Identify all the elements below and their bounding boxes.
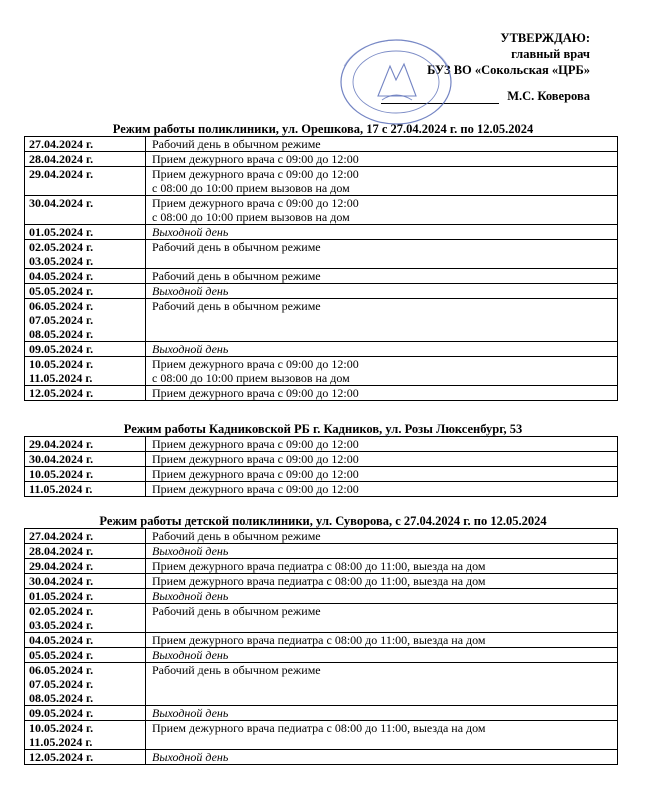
schedule-cell: [146, 633, 618, 648]
schedule-text: Выходной день: [152, 706, 229, 720]
schedule-cell: [146, 482, 618, 497]
schedule-text: Прием дежурного врача с 09:00 до 12:00: [152, 437, 359, 451]
date-value: 03.05.2024 г.: [29, 618, 94, 632]
schedule-text: Выходной день: [152, 544, 229, 558]
date-value: 29.04.2024 г.: [29, 559, 94, 573]
date-value: 28.04.2024 г.: [29, 152, 94, 166]
schedule-text: Рабочий день в обычном режиме: [152, 663, 321, 677]
date-value: 05.05.2024 г.: [29, 648, 94, 662]
date-value: 29.04.2024 г.: [29, 437, 94, 451]
schedule-cell: [146, 721, 618, 750]
schedule-text: Рабочий день в обычном режиме: [152, 299, 321, 313]
date-value: 03.05.2024 г.: [29, 254, 94, 268]
table-row: [25, 137, 618, 152]
schedule-cell: [146, 196, 618, 225]
schedule-text: Выходной день: [152, 589, 229, 603]
schedule-text: Прием дежурного врача с 09:00 до 12:00: [152, 482, 359, 496]
table-row: [25, 284, 618, 299]
approve-label: УТВЕРЖДАЮ:: [500, 31, 590, 45]
table-row: [25, 196, 618, 225]
schedule-cell: [146, 386, 618, 401]
schedule-text: Прием дежурного врача с 09:00 до 12:00: [152, 152, 359, 166]
table-row: [25, 604, 618, 633]
schedule-text: Выходной день: [152, 284, 229, 298]
schedule-text: Выходной день: [152, 750, 229, 764]
date-cell: [25, 342, 146, 357]
schedule-cell: [146, 559, 618, 574]
date-cell: [25, 269, 146, 284]
date-cell: [25, 152, 146, 167]
date-value: 30.04.2024 г.: [29, 452, 94, 466]
date-value: 30.04.2024 г.: [29, 574, 94, 588]
date-cell: [25, 559, 146, 574]
schedule-text: Выходной день: [152, 342, 229, 356]
date-cell: [25, 633, 146, 648]
schedule-cell: [146, 663, 618, 706]
table-row: [25, 452, 618, 467]
section-title-polyclinic: Режим работы поликлиники, ул. Орешкова, 17 с 27.04.2024 г. по 12.05.2024: [112, 122, 534, 136]
schedule-cell: [146, 574, 618, 589]
table-row: [25, 559, 618, 574]
schedule-text: Рабочий день в обычном режиме: [152, 269, 321, 283]
schedule-cell: [146, 284, 618, 299]
date-value: 04.05.2024 г.: [29, 269, 94, 283]
date-value: 07.05.2024 г.: [29, 313, 94, 327]
table-row: [25, 589, 618, 604]
schedule-cell: [146, 648, 618, 663]
schedule-cell: [146, 342, 618, 357]
date-value: 07.05.2024 г.: [29, 677, 94, 691]
schedule-table-kadnikov: [24, 436, 618, 497]
schedule-cell: [146, 604, 618, 633]
schedule-cell: [146, 750, 618, 765]
date-cell: [25, 167, 146, 196]
schedule-text: Рабочий день в обычном режиме: [152, 137, 321, 151]
schedule-text: Прием дежурного врача педиатра с 08:00 до 11:00, выезда на дом: [152, 721, 486, 735]
approver-position: главный врач: [511, 47, 590, 61]
schedule-text: Прием дежурного врача с 09:00 до 12:00: [152, 196, 359, 210]
date-cell: [25, 721, 146, 750]
schedule-cell: [146, 706, 618, 721]
date-value: 04.05.2024 г.: [29, 633, 94, 647]
schedule-cell: [146, 467, 618, 482]
date-cell: [25, 648, 146, 663]
table-row: [25, 167, 618, 196]
date-cell: [25, 529, 146, 544]
date-cell: [25, 482, 146, 497]
date-value: 08.05.2024 г.: [29, 327, 94, 341]
schedule-text: Прием дежурного врача с 09:00 до 12:00: [152, 452, 359, 466]
schedule-text: Рабочий день в обычном режиме: [152, 529, 321, 543]
schedule-text: с 08:00 до 10:00 прием вызовов на дом: [152, 181, 350, 195]
schedule-cell: [146, 589, 618, 604]
table-row: [25, 269, 618, 284]
date-value: 09.05.2024 г.: [29, 342, 94, 356]
schedule-text: с 08:00 до 10:00 прием вызовов на дом: [152, 210, 350, 224]
table-row: [25, 467, 618, 482]
date-value: 02.05.2024 г.: [29, 604, 94, 618]
schedule-cell: [146, 437, 618, 452]
table-row: [25, 574, 618, 589]
table-row: [25, 663, 618, 706]
schedule-cell: [146, 167, 618, 196]
table-row: [25, 721, 618, 750]
schedule-cell: [146, 357, 618, 386]
date-value: 12.05.2024 г.: [29, 750, 94, 764]
table-row: [25, 482, 618, 497]
date-cell: [25, 437, 146, 452]
date-cell: [25, 750, 146, 765]
date-value: 10.05.2024 г.: [29, 721, 94, 735]
date-cell: [25, 452, 146, 467]
date-value: 11.05.2024 г.: [29, 371, 93, 385]
schedule-cell: [146, 269, 618, 284]
organization-name: БУЗ ВО «Сокольская «ЦРБ»: [427, 63, 590, 77]
date-value: 11.05.2024 г.: [29, 735, 93, 749]
date-cell: [25, 240, 146, 269]
section-title-kadnikov: Режим работы Кадниковской РБ г. Кадников, ул. Розы Люксенбург, 53: [123, 422, 523, 436]
date-value: 10.05.2024 г.: [29, 467, 94, 481]
table-row: [25, 152, 618, 167]
schedule-cell: [146, 299, 618, 342]
table-row: [25, 529, 618, 544]
date-value: 06.05.2024 г.: [29, 299, 94, 313]
schedule-table-polyclinic: [24, 136, 618, 401]
schedule-cell: [146, 152, 618, 167]
table-row: [25, 357, 618, 386]
date-cell: [25, 589, 146, 604]
table-row: [25, 342, 618, 357]
schedule-cell: [146, 240, 618, 269]
schedule-text: Прием дежурного врача с 09:00 до 12:00: [152, 467, 359, 481]
schedule-text: Выходной день: [152, 225, 229, 239]
date-cell: [25, 137, 146, 152]
table-row: [25, 386, 618, 401]
table-row: [25, 648, 618, 663]
date-cell: [25, 357, 146, 386]
date-value: 06.05.2024 г.: [29, 663, 94, 677]
table-row: [25, 225, 618, 240]
date-cell: [25, 467, 146, 482]
schedule-text: Рабочий день в обычном режиме: [152, 240, 321, 254]
date-cell: [25, 663, 146, 706]
date-value: 10.05.2024 г.: [29, 357, 94, 371]
schedule-text: Рабочий день в обычном режиме: [152, 604, 321, 618]
date-cell: [25, 196, 146, 225]
schedule-cell: [146, 529, 618, 544]
table-row: [25, 750, 618, 765]
table-row: [25, 299, 618, 342]
schedule-text: Прием дежурного врача педиатра с 08:00 до 11:00, выезда на дом: [152, 574, 486, 588]
schedule-cell: [146, 452, 618, 467]
schedule-text: Прием дежурного врача педиатра с 08:00 до 11:00, выезда на дом: [152, 559, 486, 573]
schedule-text: Прием дежурного врача с 09:00 до 12:00: [152, 357, 359, 371]
schedule-text: Прием дежурного врача педиатра с 08:00 до 11:00, выезда на дом: [152, 633, 486, 647]
signer-name: М.С. Коверова: [507, 89, 590, 103]
date-cell: [25, 284, 146, 299]
seal-stamp-icon: [338, 36, 456, 126]
table-row: [25, 437, 618, 452]
date-value: 05.05.2024 г.: [29, 284, 94, 298]
schedule-text: Прием дежурного врача с 09:00 до 12:00: [152, 167, 359, 181]
date-value: 28.04.2024 г.: [29, 544, 94, 558]
schedule-text: с 08:00 до 10:00 прием вызовов на дом: [152, 371, 350, 385]
schedule-cell: [146, 225, 618, 240]
date-value: 01.05.2024 г.: [29, 589, 94, 603]
table-row: [25, 240, 618, 269]
schedule-cell: [146, 137, 618, 152]
date-cell: [25, 225, 146, 240]
date-value: 11.05.2024 г.: [29, 482, 93, 496]
date-cell: [25, 706, 146, 721]
table-row: [25, 706, 618, 721]
date-cell: [25, 604, 146, 633]
table-row: [25, 633, 618, 648]
date-value: 12.05.2024 г.: [29, 386, 94, 400]
date-cell: [25, 386, 146, 401]
schedule-text: Прием дежурного врача с 09:00 до 12:00: [152, 386, 359, 400]
date-value: 27.04.2024 г.: [29, 137, 94, 151]
date-value: 08.05.2024 г.: [29, 691, 94, 705]
date-cell: [25, 574, 146, 589]
table-row: [25, 544, 618, 559]
date-value: 30.04.2024 г.: [29, 196, 94, 210]
section-title-children: Режим работы детской поликлиники, ул. Суворова, с 27.04.2024 г. по 12.05.2024: [99, 514, 547, 528]
date-value: 02.05.2024 г.: [29, 240, 94, 254]
date-value: 09.05.2024 г.: [29, 706, 94, 720]
schedule-cell: [146, 544, 618, 559]
date-cell: [25, 299, 146, 342]
date-cell: [25, 544, 146, 559]
date-value: 29.04.2024 г.: [29, 167, 94, 181]
date-value: 27.04.2024 г.: [29, 529, 94, 543]
date-value: 01.05.2024 г.: [29, 225, 94, 239]
schedule-text: Выходной день: [152, 648, 229, 662]
schedule-table-children: [24, 528, 618, 765]
